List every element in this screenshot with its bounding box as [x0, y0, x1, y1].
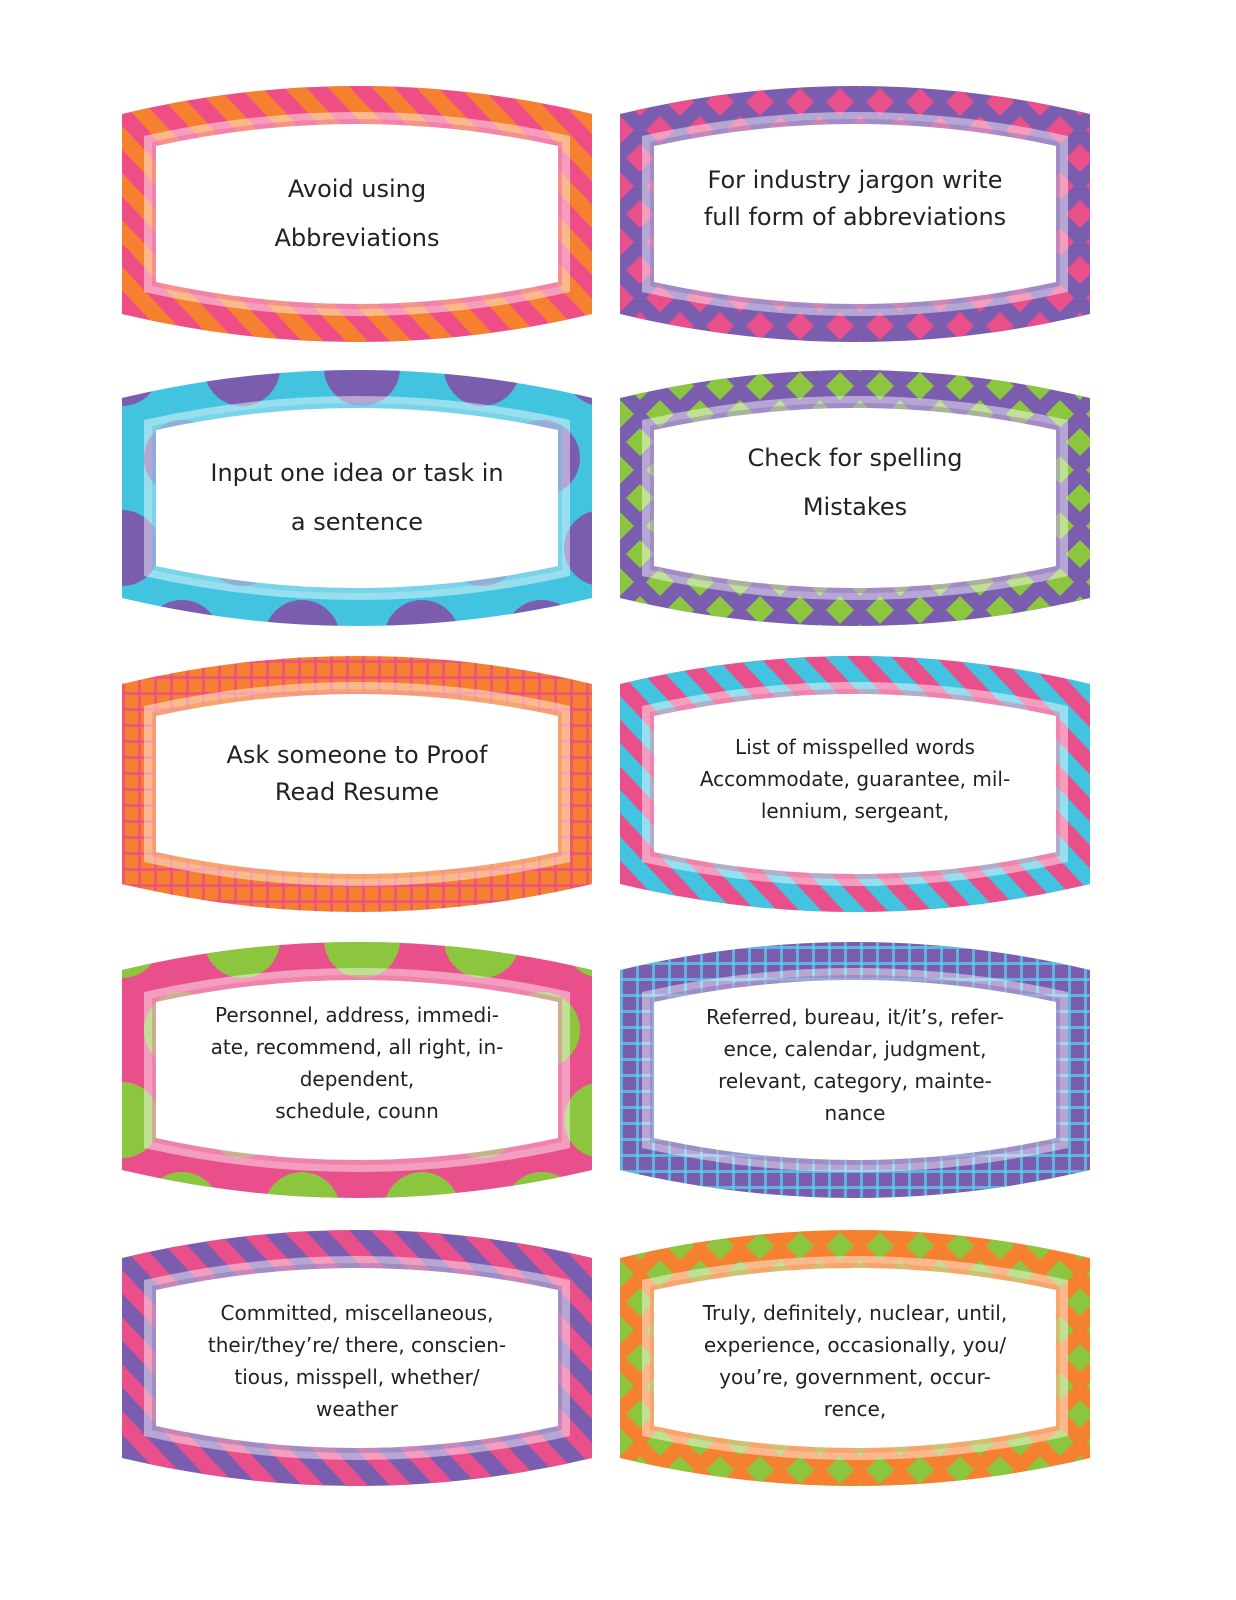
card-line: Accommodate, guarantee, mil-: [699, 767, 1011, 791]
card-line: Committed, miscellaneous,: [220, 1301, 494, 1325]
card-line: weather: [316, 1397, 398, 1421]
card-line: Input one idea or task in: [210, 459, 504, 487]
card-line: you’re, government, occur-: [719, 1365, 991, 1389]
card-line: experience, occasionally, you/: [703, 1333, 1007, 1357]
card-line: List of misspelled words: [735, 735, 975, 759]
card-line: Personnel, address, immedi-: [214, 1003, 500, 1027]
tip-card-check-spelling: [620, 368, 1090, 628]
card-line: Referred, bureau, it/it’s, refer-: [706, 1005, 1004, 1029]
tip-card-words-truly: [620, 1228, 1090, 1488]
card-line: Check for spelling: [747, 444, 963, 472]
tip-card-words-referred: [620, 940, 1090, 1200]
card-line: relevant, category, mainte-: [718, 1069, 992, 1093]
card-line: rence,: [823, 1397, 887, 1421]
card-line: Read Resume: [274, 778, 440, 806]
card-line: Ask someone to Proof: [226, 741, 488, 769]
card-text: [678, 1268, 1032, 1448]
card-line: schedule, counn: [275, 1099, 439, 1123]
tip-card-avoid-abbreviations: [122, 84, 592, 344]
card-line: Mistakes: [802, 493, 908, 521]
card-text: [180, 694, 534, 874]
card-line: dependent,: [299, 1067, 415, 1091]
card-line: nance: [824, 1101, 886, 1125]
card-line: tious, misspell, whether/: [234, 1365, 480, 1389]
card-line: Avoid using: [287, 175, 427, 203]
tip-card-one-idea: [122, 368, 592, 628]
tip-card-words-personnel: [122, 940, 592, 1200]
card-line: Truly, definitely, nuclear, until,: [702, 1301, 1008, 1325]
tip-card-proof-read: [122, 654, 592, 914]
card-text: [180, 980, 534, 1160]
card-text: [678, 124, 1032, 304]
card-line: For industry jargon write: [707, 166, 1003, 194]
card-line: Abbreviations: [274, 224, 440, 252]
card-text: [678, 408, 1032, 588]
card-line: their/they’re/ there, conscien-: [207, 1333, 507, 1357]
card-text: [180, 408, 534, 588]
tip-card-misspelled-list: [620, 654, 1090, 914]
card-line: ence, calendar, judgment,: [723, 1037, 987, 1061]
card-text: [678, 694, 1032, 874]
card-line: full form of abbreviations: [703, 203, 1007, 231]
card-line: lennium, sergeant,: [760, 799, 950, 823]
tip-card-words-committed: [122, 1228, 592, 1488]
card-text: [180, 1268, 534, 1448]
card-text: [678, 980, 1032, 1160]
card-line: a sentence: [290, 508, 424, 536]
card-text: [180, 124, 534, 304]
tip-card-industry-jargon: [620, 84, 1090, 344]
card-line: ate, recommend, all right, in-: [210, 1035, 504, 1059]
